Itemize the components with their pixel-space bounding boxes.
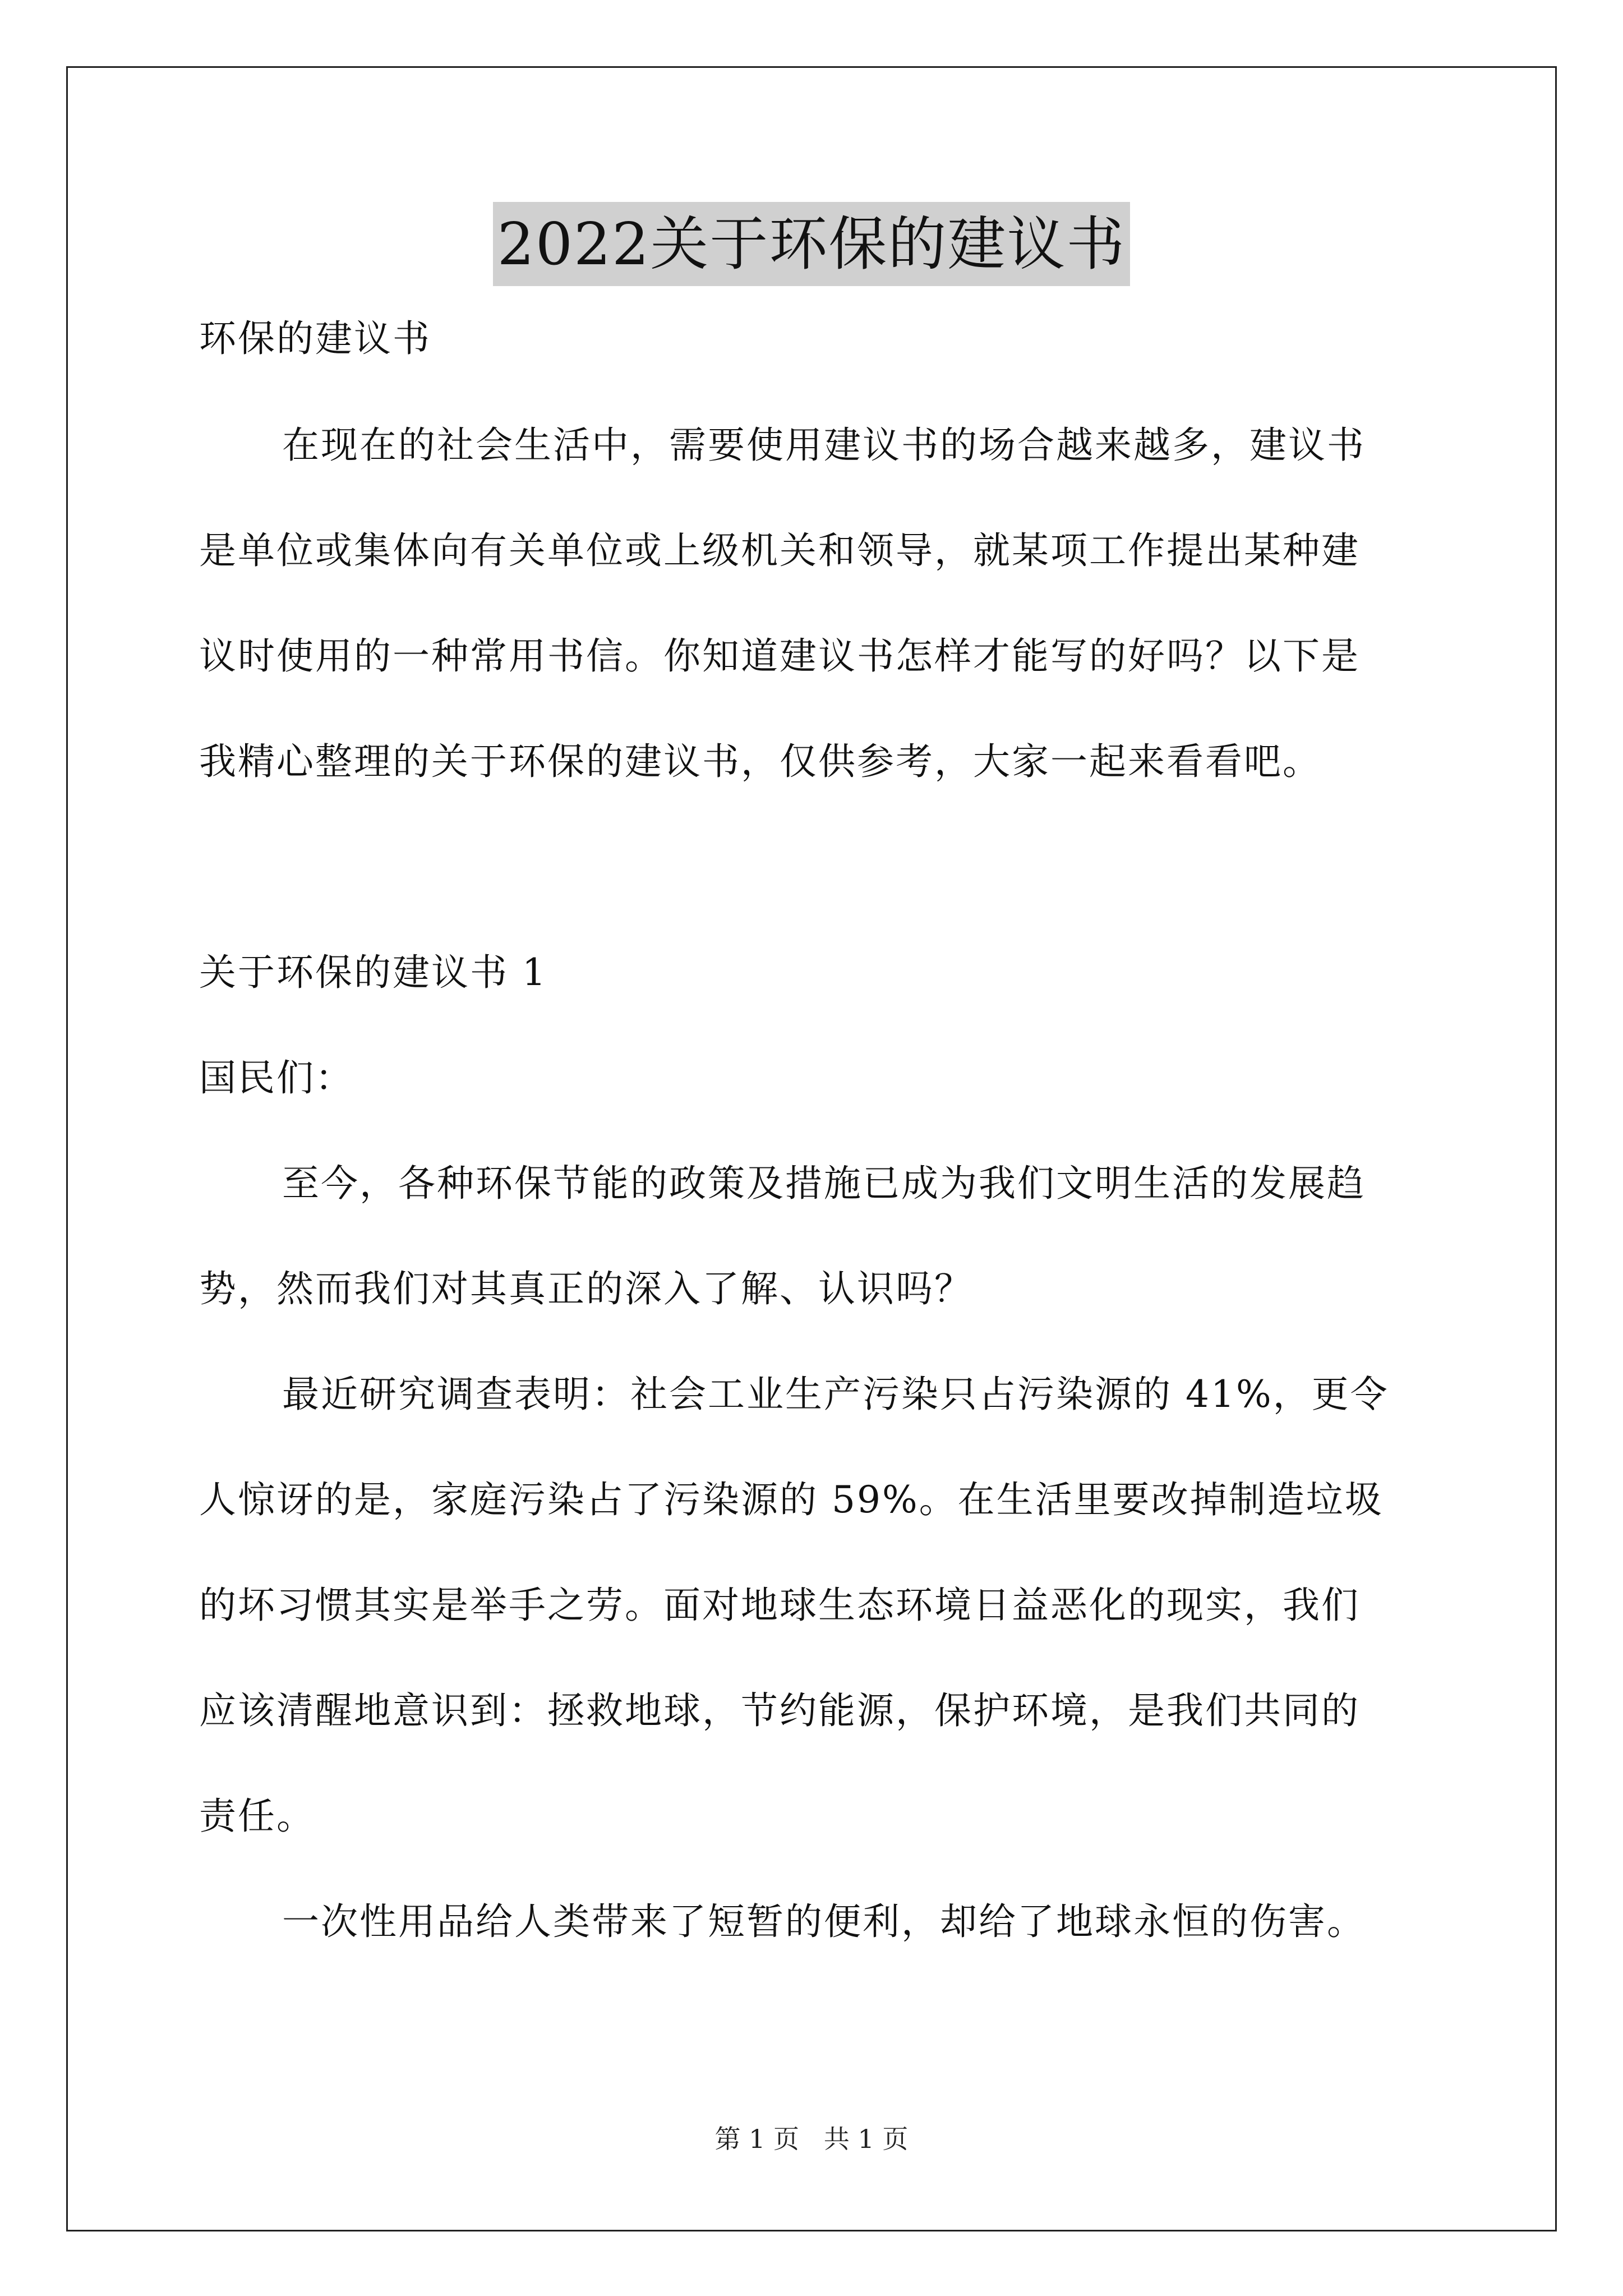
title-wrap <box>0 202 1623 286</box>
para3-line-1: 一次性用品给人类带来了短暂的便利，却给了地球永恒的伤害。 <box>282 1900 1366 1943</box>
intro-line-1: 在现在的社会生活中，需要使用建议书的场合越来越多，建议书 <box>282 424 1366 467</box>
para2-line-1: 最近研究调查表明：社会工业生产污染只占污染源的 41%，更令 <box>282 1373 1389 1416</box>
intro-line-3: 议时使用的一种常用书信。你知道建议书怎样才能写的好吗？以下是 <box>199 634 1360 678</box>
intro-line-2: 是单位或集体向有关单位或上级机关和领导，就某项工作提出某种建 <box>199 529 1360 572</box>
intro-heading: 环保的建议书 <box>199 317 431 360</box>
document-title: 2022关于环保的建议书 <box>493 202 1131 286</box>
para1-line-1: 至今，各种环保节能的政策及措施已成为我们文明生活的发展趋 <box>282 1162 1366 1205</box>
section-title: 关于环保的建议书 1 <box>199 951 547 994</box>
page-footer: 第 1 页 共 1 页 <box>714 2124 909 2154</box>
para1-line-2: 势，然而我们对其真正的深入了解、认识吗？ <box>199 1267 973 1310</box>
intro-line-4: 我精心整理的关于环保的建议书，仅供参考，大家一起来看看吧。 <box>199 740 1321 783</box>
para2-line-5: 责任。 <box>199 1795 315 1838</box>
para2-line-4: 应该清醒地意识到：拯救地球，节约能源，保护环境，是我们共同的 <box>199 1689 1360 1732</box>
salutation: 国民们： <box>199 1056 354 1099</box>
para2-line-3: 的坏习惯其实是举手之劳。面对地球生态环境日益恶化的现实，我们 <box>199 1584 1360 1627</box>
document-body <box>199 312 1433 1949</box>
para2-line-2: 人惊讶的是，家庭污染占了污染源的 59%。在生活里要改掉制造垃圾 <box>199 1478 1384 1521</box>
